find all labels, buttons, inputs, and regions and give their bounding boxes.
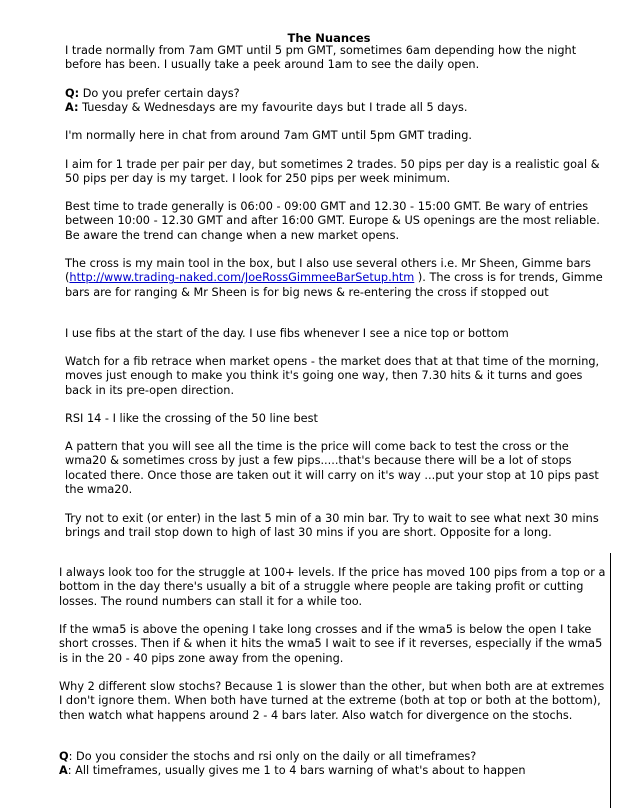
paragraph-tools xyxy=(65,257,605,300)
qa-favourite-days xyxy=(65,87,605,116)
answer-text: Tuesday & Wednesdays are my favourite days but I trade all 5 days. xyxy=(78,101,468,115)
paragraph-best-times: Best time to trade generally is 06:00 - 09:00 GMT and 12.30 - 15:00 GMT. Be wary of entries between 10:00 - 12.30 GMT and after 16:00 GMT. Europe & US openings are the most reliable. Be aware the trend can change when a new market opens. xyxy=(65,200,600,242)
answer-line xyxy=(65,101,605,115)
paragraph-struggle-levels: I always look too for the struggle at 100+ levels. If the price has moved 100 pips from a top or a bottom in the day there's usually a bit of a struggle where people are taking profit or cutting losses. The round numbers can stall it for a while too. xyxy=(59,566,606,608)
vertical-divider xyxy=(610,553,611,808)
question-line xyxy=(65,87,605,101)
paragraph-fib-retrace: Watch for a fib retrace when market opens - the market does that at that time of the morning, moves just enough to make you think it's going one way, then 7.30 hits & it turns and goes back in its pre-open direction. xyxy=(65,355,600,397)
paragraph-trading-hours: I trade normally from 7am GMT until 5 pm GMT, sometimes 6am depending how the night before has been. I usually take a peek around 1am to see the daily open. xyxy=(65,44,577,72)
question-line xyxy=(59,750,607,764)
question-label: Q: xyxy=(65,87,80,100)
question-text: : Do you consider the stochs and rsi only on the daily or all timeframes? xyxy=(68,750,477,763)
answer-label: A xyxy=(59,764,68,778)
paragraph-wma5: If the wma5 is above the opening I take long crosses and if the wma5 is below the open I take short crosses. Then if & when it hits the wma5 I wait to see if it reverses, especially if the wma5 is in the 20 - 40 pips zone away from the opening. xyxy=(59,623,603,665)
question-label: Q xyxy=(59,750,69,763)
paragraph-fibs: I use fibs at the start of the day. I use fibs whenever I see a nice top or bottom xyxy=(65,327,509,340)
gimme-bar-link[interactable]: http://www.trading-naked.com/JoeRossGimmeeBarSetup.htm xyxy=(69,271,415,285)
paragraph-pattern: A pattern that you will see all the time is the price will come back to test the cross or the wma20 & sometimes cross by just a few pips.....that's because there will be a lot of stops located there. Once those are taken out it will carry on it's way ...put your stop at 10 pips past the wma20. xyxy=(65,440,599,496)
paragraph-exit-timing: Try not to exit (or enter) in the last 5 min of a 30 min bar. Try to wait to see what next 30 mins brings and trail stop down to high of last 30 mins if you are short. Opposite for a long. xyxy=(65,512,599,540)
tools-text-before: The cross is my main tool in the box, but I also use several others i.e. Mr Sheen, Gimme bars ( xyxy=(65,257,591,285)
qa-timeframes xyxy=(59,750,607,779)
paragraph-trade-targets: I aim for 1 trade per pair per day, but sometimes 2 trades. 50 pips per day is a realistic goal & 50 pips per day is my target. I look for 250 pips per week minimum. xyxy=(65,158,600,186)
paragraph-slow-stochs: Why 2 different slow stochs? Because 1 is slower than the other, but when both are at extremes I don't ignore them. When both have turned at the extreme (both at top or both at the bottom), then watch what happens around 2 - 4 bars later. Also watch for divergence on the stochs. xyxy=(59,680,605,722)
paragraph-rsi: RSI 14 - I like the crossing of the 50 line best xyxy=(65,412,318,425)
answer-label: A: xyxy=(65,101,79,115)
page-title: The Nuances xyxy=(287,31,371,45)
answer-text: : All timeframes, usually gives me 1 to 4 bars warning of what's about to happen xyxy=(67,764,526,778)
tools-text-after: ). The cross is for trends, Gimme bars are for ranging & Mr Sheen is for big news & re-entering the cross if stopped out xyxy=(65,271,603,299)
paragraph-chat-hours: I'm normally here in chat from around 7am GMT until 5pm GMT trading. xyxy=(65,129,472,142)
question-text: Do you prefer certain days? xyxy=(79,87,240,100)
answer-line xyxy=(59,764,607,778)
